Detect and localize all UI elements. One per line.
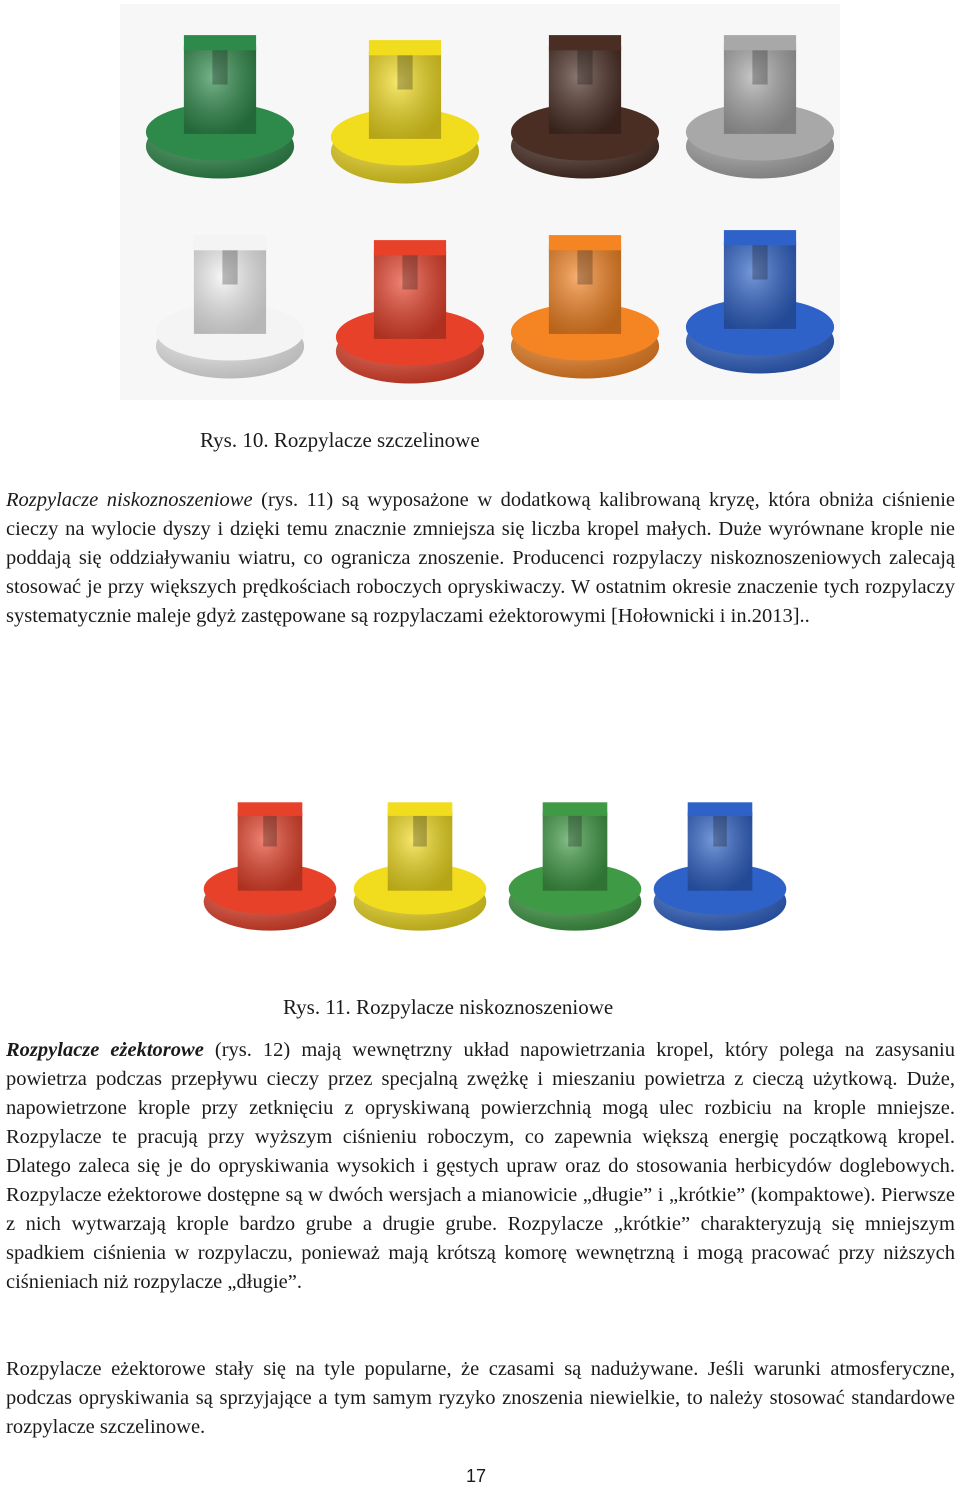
nozzle-1 — [146, 35, 294, 178]
nozzle-3 — [511, 35, 659, 178]
paragraph-body-low-drift: (rys. 11) są wyposażone w dodatkową kalibrowaną kryzę, która obniża ciśnienie cieczy na wylocie dyszy i dzięki temu znacznie zmniejsza się liczba kropel małych. Duże wyrównane krople nie poddają się oddziaływaniu wiatru, co ogranicza znoszenie. Producenci rozpylaczy niskoznoszeniowych zalecają stosować je przy większych prędkościach roboczych opryskiwaczy. W ostatnim okresie znaczenie tych rozpylaczy systematycznie maleje gdyż zastępowane są rozpylaczami eżektorowymi [Hołownicki i in.2013].. — [6, 489, 956, 627]
page-number: 17 — [466, 1466, 487, 1486]
low-drift-nozzle-1 — [204, 802, 337, 930]
paragraph-injector — [6, 1036, 955, 1297]
figure-10-caption: Rys. 10. Rozpylacze szczelinowe — [200, 428, 480, 452]
nozzle-8 — [686, 230, 834, 373]
low-drift-nozzle-2 — [354, 802, 487, 930]
figure-11-caption: Rys. 11. Rozpylacze niskoznoszeniowe — [283, 995, 614, 1019]
nozzles-photo-low-drift — [190, 760, 800, 960]
low-drift-nozzle-3 — [509, 802, 642, 930]
nozzle-5 — [156, 235, 304, 378]
low-drift-nozzle-4 — [654, 802, 787, 930]
nozzle-2 — [331, 40, 479, 183]
paragraph-body-injector: (rys. 12) mają wewnętrzny układ napowietrzania kropel, który polega na zasysaniu powietrza podczas przepływu cieczy przez specjalną zwężkę i mieszaniu powietrza z cieczą użytkową. Duże, napowietrzone krople przy zetknięciu z opryskiwaną powierzchnią mogą ulec rozbiciu na krople mniejsze. Rozpylacze te pracują przy wyższym ciśnieniu roboczym, co zapewnia większą energię początkową kropel. Dlatego zaleca się je do opryskiwania wysokich i gęstych upraw oraz do stosowania herbicydów doglebowych. Rozpylacze eżektorowe dostępne są w dwóch wersjach a mianowicie „długie” i „krótkie” (kompaktowe). Pierwsze z nich wytwarzają krople bardzo grube a drugie grube. Rozpylacze „krótkie” charakteryzują się mniejszym spadkiem ciśnienia w rozpylaczu, ponieważ mają krótszą komorę wewnętrzną i mogą pracować przy niższych ciśnieniach niż rozpylacze „długie”. — [6, 1039, 955, 1293]
nozzle-6 — [336, 240, 484, 383]
nozzle-7 — [511, 235, 659, 378]
nozzles-photo-slotted — [120, 4, 840, 400]
paragraph-low-drift — [6, 486, 955, 631]
paragraph-lead-injector: Rozpylacze eżektorowe — [6, 1039, 204, 1061]
nozzle-4 — [686, 35, 834, 178]
paragraph-lead-low-drift: Rozpylacze niskoznoszeniowe — [6, 489, 253, 511]
paragraph-conclusion: Rozpylacze eżektorowe stały się na tyle popularne, że czasami są nadużywane. Jeśli warunki atmosferyczne, podczas opryskiwania są sprzyjające a tym samym ryzyko znoszenia niewielkie, to należy stosować standardowe rozpylacze szczelinowe. — [6, 1358, 955, 1438]
